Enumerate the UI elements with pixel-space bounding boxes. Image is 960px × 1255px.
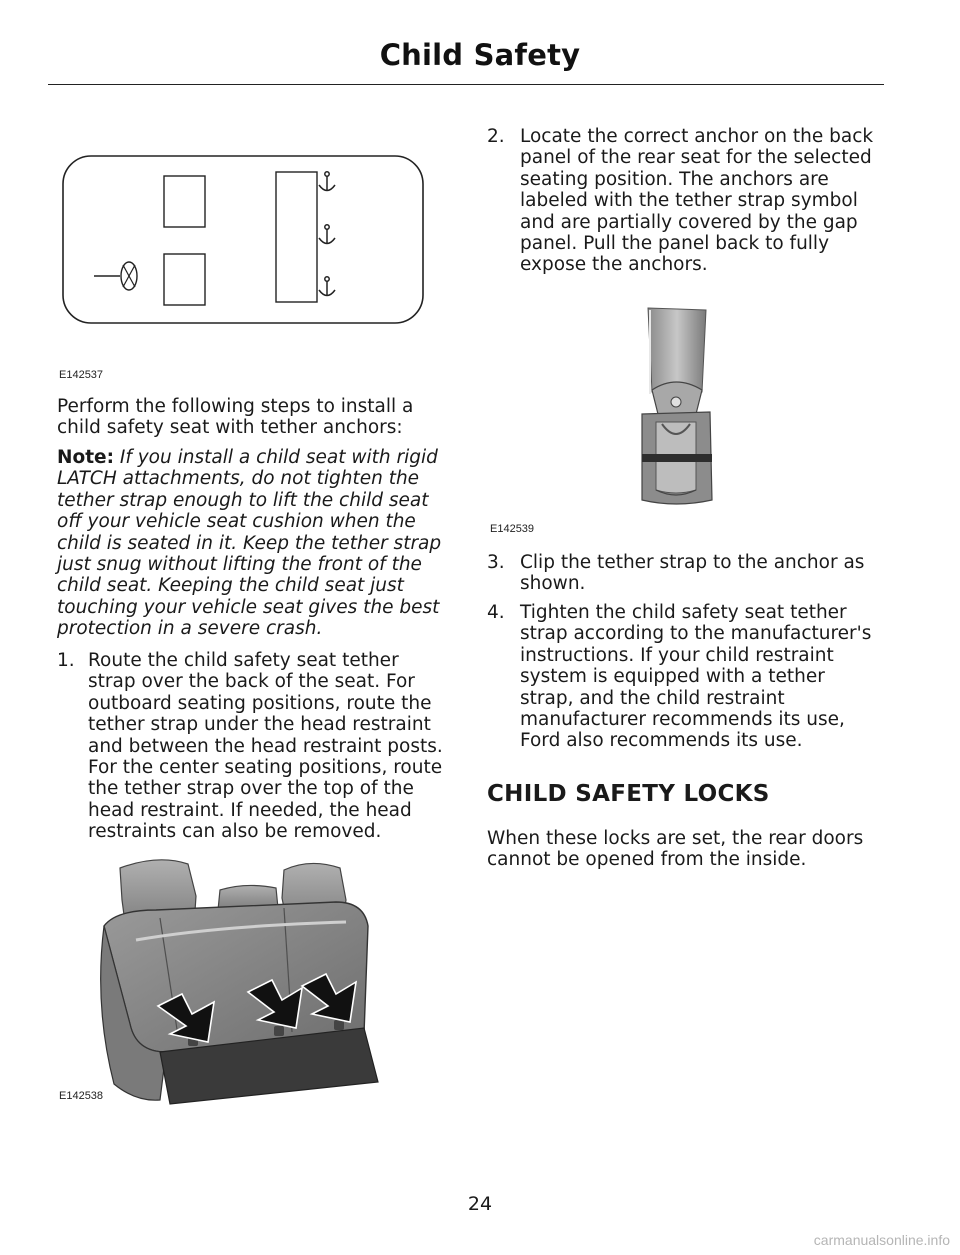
- note-label: Note:: [57, 447, 114, 468]
- header-divider: [48, 84, 884, 85]
- step-text: Locate the correct anchor on the back panel of the rear seat for the selected seating position. The anchors are labeled with the tether strap symbol and are partially covered by the gap panel. Pull the panel back to fully expose the anchors.: [520, 126, 874, 276]
- anchor-bar: [642, 454, 712, 462]
- page-title: Child Safety: [379, 38, 581, 72]
- seat-back: [104, 902, 368, 1052]
- lever-knob-icon: [121, 262, 137, 290]
- page-number: 24: [467, 1193, 493, 1215]
- tether-strap: [648, 308, 706, 392]
- anchor-right: [334, 1020, 344, 1030]
- figure-code: E142539: [490, 523, 535, 535]
- step-text: Clip the tether strap to the anchor as shown.: [520, 552, 865, 595]
- section-heading: CHILD SAFETY LOCKS: [487, 781, 770, 807]
- locks-text: When these locks are set, the rear doors cannot be opened from the inside.: [487, 828, 864, 871]
- watermark: carmanualsonline.info: [813, 1232, 950, 1248]
- seat-box-lower: [164, 254, 205, 305]
- intro-paragraph: [57, 396, 449, 439]
- diagram-frame: [63, 156, 423, 323]
- anchor-icon-bottom: [319, 277, 335, 296]
- step-text: Tighten the child safety seat tether strap according to the manufacturer's instructions. If your child restraint system is equipped with a tether strap, and the child restraint manufacturer recommends its use, Ford also recommends its use.: [520, 602, 872, 752]
- figure-code: E142537: [59, 369, 104, 381]
- anchor-icon-top: [319, 172, 335, 191]
- step-number: 2.: [487, 126, 505, 147]
- tether-anchor-illustration: [636, 304, 716, 508]
- anchor-layout-diagram: [60, 152, 426, 328]
- rear-seat-illustration: [96, 856, 381, 1106]
- step-number: 4.: [487, 602, 505, 623]
- locks-paragraph: [487, 828, 882, 871]
- note-block: [57, 447, 451, 640]
- step-text: Route the child safety seat tether strap over the back of the seat. For outboard seating positions, route the tether strap under the head restraint and between the head restraint posts. For the center seating positions, route the tether strap over the top of the head restraint. If needed, the head restraints can also be removed.: [88, 650, 443, 843]
- figure-code: E142538: [59, 1090, 104, 1102]
- note-text: If you install a child seat with rigid LATCH attachments, do not tighten the tether strap enough to lift the child seat off your vehicle seat cushion when the child is seated in it. Keep the tether strap just snug without lifting the front of the child seat. Keeping the child seat just touching your vehicle seat gives the best protection in a severe crash.: [57, 447, 442, 640]
- step-number: 1.: [57, 650, 75, 671]
- step-number: 3.: [487, 552, 505, 573]
- seat-box-tall: [276, 172, 317, 302]
- hook-rivet: [671, 397, 681, 407]
- intro-text: Perform the following steps to install a child safety seat with tether anchors:: [57, 396, 414, 439]
- anchor-icon-middle: [319, 225, 335, 244]
- anchor-middle: [274, 1026, 284, 1036]
- seat-box-upper: [164, 176, 205, 227]
